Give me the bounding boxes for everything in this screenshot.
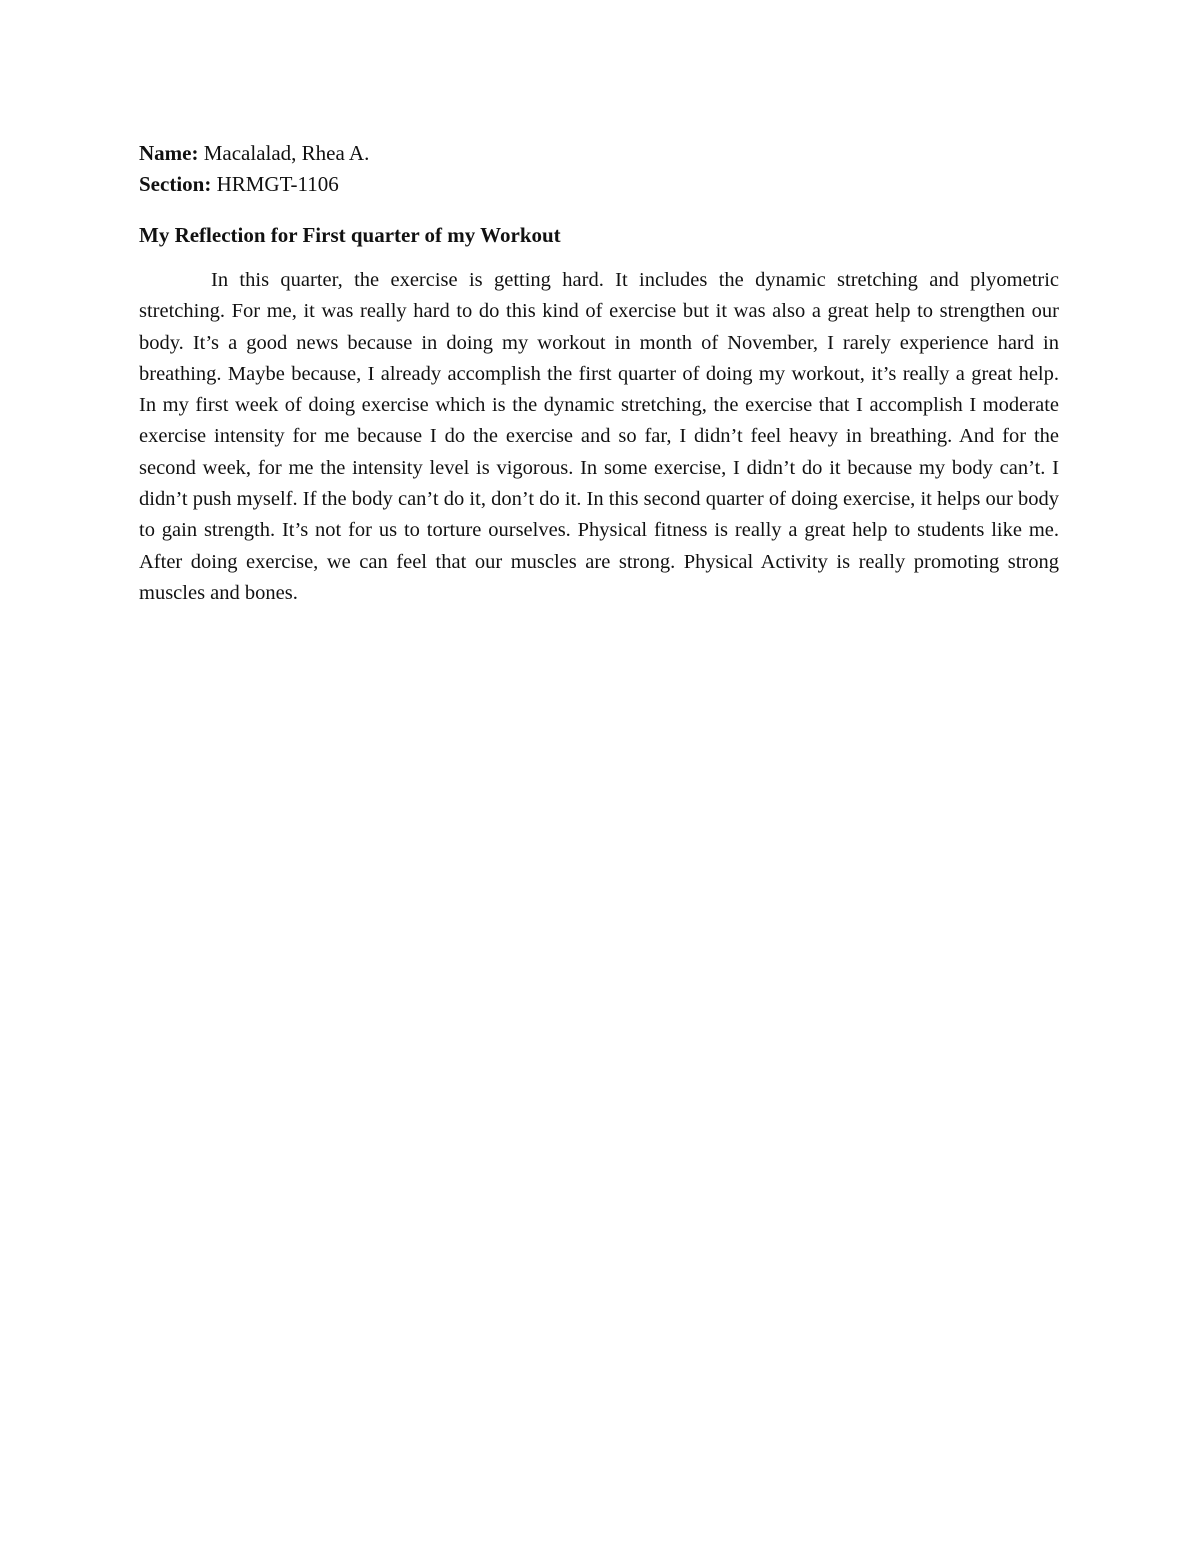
name-value: Macalalad, Rhea A. (203, 141, 370, 165)
name-label: Name: (139, 141, 199, 165)
section-label: Section: (139, 172, 212, 196)
section-line (139, 169, 1059, 200)
section-value: HRMGT-1106 (216, 172, 339, 196)
document-title: My Reflection for First quarter of my Workout (139, 223, 561, 247)
document-content (139, 138, 1059, 609)
name-line (139, 138, 1059, 169)
reflection-paragraph: In this quarter, the exercise is getting hard. It includes the dynamic stretching and plyometric stretching. For me, it was really hard to do this kind of exercise but it was also a great help to strengthen our body. It’s a good news because in doing my workout in month of November, I rarely experience hard in breathing. Maybe because, I already accomplish the first quarter of doing my workout, it’s really a great help. In my first week of doing exercise which is the dynamic stretching, the exercise that I accomplish I moderate exercise intensity for me because I do the exercise and so far, I didn’t feel heavy in breathing. And for the second week, for me the intensity level is vigorous. In some exercise, I didn’t do it because my body can’t. I didn’t push myself. If the body can’t do it, don’t do it. In this second quarter of doing exercise, it helps our body to gain strength. It’s not for us to torture ourselves. Physical fitness is really a great help to students like me. After doing exercise, we can feel that our muscles are strong. Physical Activity is really promoting strong muscles and bones. (139, 269, 1059, 604)
